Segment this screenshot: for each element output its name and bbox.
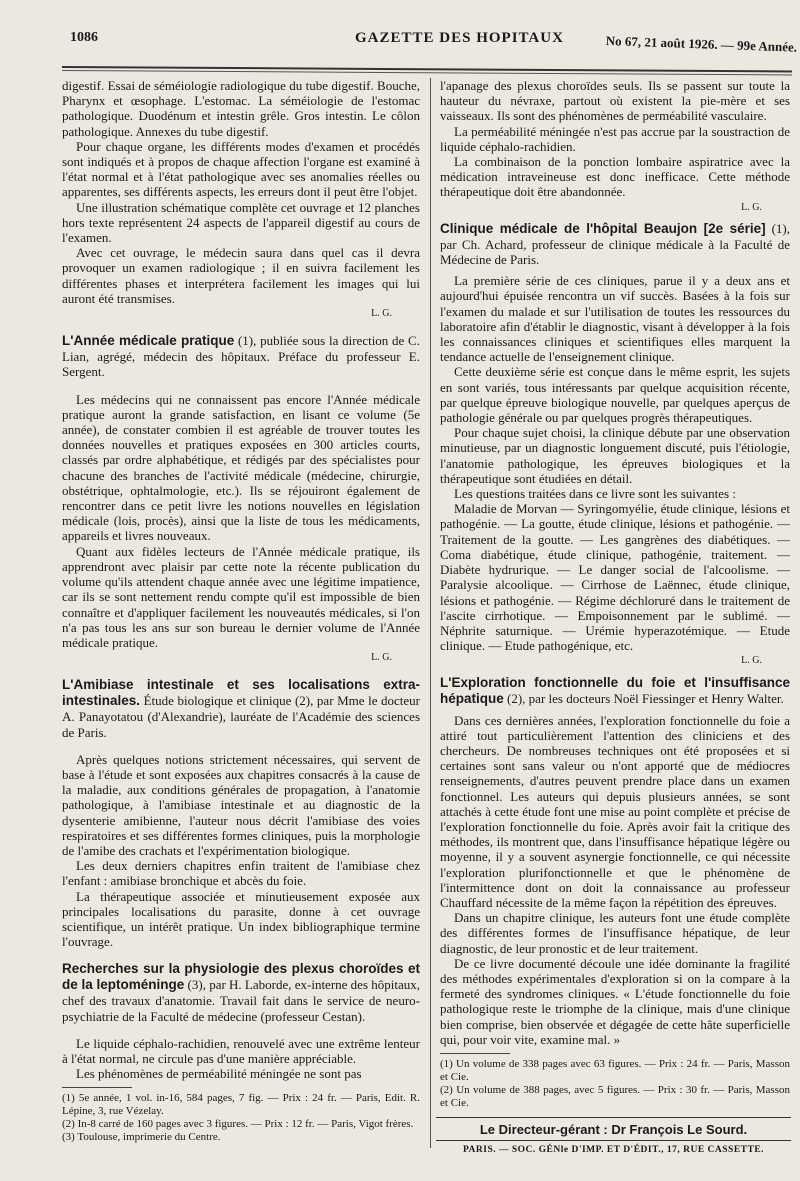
paragraph: Dans un chapitre clinique, les auteurs font une étude complète des différentes formes de l'insuffisance hépatique, de leur diagnostic, de leur pronostic et de leur traitement. xyxy=(440,910,790,956)
issue-info: No 67, 21 août 1926. — 99e Année. xyxy=(605,33,798,55)
footnote: (2) In-8 carré de 160 pages avec 3 figures. — Prix : 12 fr. — Paris, Vigot frères. xyxy=(62,1118,414,1131)
footnote: (3) Toulouse, imprimerie du Centre. xyxy=(62,1131,221,1144)
review-heading xyxy=(440,675,790,707)
paragraph: Après quelques notions strictement nécessaires, qui servent de base à l'étude et sont exposées aux chapitres consacrés à la cause de la maladie, aux conditions générales de propagation, à l'anatomie pathologique, à l'amibiase intestinale et au diagnostic de la dysenterie amibienne, l'auteur nous décrit l'amibiase des voies respiratoires et ses différentes formes cliniques, puis la morphologie de l'amibe des crachats et l'expérimentation biologique. xyxy=(62,751,420,858)
review-heading xyxy=(62,961,420,1023)
column-separator xyxy=(430,78,431,1148)
paragraph: La perméabilité méningée n'est pas accrue par la soustraction de liquide céphalo-rachidien. xyxy=(440,123,790,154)
footnote: (1) Un volume de 338 pages avec 63 figures. — Prix : 24 fr. — Paris, Masson et Cie. xyxy=(440,1057,790,1083)
signature: L. G. xyxy=(371,308,392,320)
review-title: Clinique médicale de l'hôpital Beaujon [2e série] xyxy=(440,220,766,236)
review-title: Recherches sur la physiologie des plexus choroïdes et de la leptoméninge xyxy=(62,961,420,993)
paragraph: l'apanage des plexus choroïdes seuls. Ils se passent sur toute la hauteur du névraxe, partout où existent la pie-mère et ses vaisseaux. Ils sont des phénomènes de perméabilité vasculaire. xyxy=(440,78,790,124)
footnote: (2) Un volume de 388 pages, avec 5 figures. — Prix : 30 fr. — Paris, Masson et Cie. xyxy=(440,1083,790,1109)
review-byline: (1), par Ch. Achard, professeur de clinique médicale à la Faculté de Médecine de Paris. xyxy=(440,220,790,268)
printer-line: PARIS. — SOC. GÉNle D'IMP. ET D'ÉDIT., 17, RUE CASSETTE. xyxy=(462,1145,765,1155)
paragraph: Avec cet ouvrage, le médecin saura dans quel cas il devra provoquer un examen radiologique ; il en suivra facilement les différentes phases et interprétera facilement les images qui lui auront été transmises. xyxy=(62,245,420,306)
paragraph: Pour chaque sujet choisi, la clinique débute par une observation minutieuse, par un diagnostic longuement discuté, puis l'étiologie, l'anatomie pathologique, les épreuves biologiques et la thérapeutique sont étudiées en détail. xyxy=(440,425,790,486)
paragraph: De ce livre documenté découle une idée dominante la fragilité des méthodes expérimentales d'exploration si on la compare à la fermeté des syndromes cliniques. « L'étude fonctionnelle du foie pathologique reste le triomphe de la clinique, mais d'une clinique bien comprise, bien observée et dégagée de cette hâte superficielle qui, pour voir vite, examine mal. » xyxy=(440,955,790,1047)
signature: L. G. xyxy=(741,655,762,667)
paragraph: Les deux derniers chapitres enfin traitent de l'amibiase chez l'enfant : amibiase bronchique et abcès du foie. xyxy=(62,858,420,889)
footnote-rule xyxy=(62,1087,132,1088)
review-byline: Étude biologique et clinique (2), par Mme le docteur A. Panayotatou (d'Alexandrie), lauréate de l'Académie des sciences de Paris. xyxy=(62,693,420,740)
right-column xyxy=(440,78,790,1110)
paragraph: Pour chaque organe, les différents modes d'examen et procédés sont indiqués et à propos de chaque affection l'organe est examiné à l'état normal et à l'état pathologique avec ses anomalies réelles ou apparentes, ses différents aspects, les erreurs dont il peut être l'objet. xyxy=(62,138,420,200)
director-line: Le Directeur-gérant : Dr François Le Sourd. xyxy=(479,1122,748,1137)
signature: L. G. xyxy=(741,201,762,213)
review-title: L'Année médicale pratique xyxy=(62,333,235,349)
director-rule-top xyxy=(436,1117,791,1118)
paragraph: Le liquide céphalo-rachidien, renouvelé avec une extrême lenteur à l'état normal, ne circule pas d'une manière appréciable. xyxy=(62,1035,420,1066)
journal-title: GAZETTE DES HOPITAUX xyxy=(355,30,564,46)
paragraph: La combinaison de la ponction lombaire aspiratrice avec la médication intraveineuse est donc inefficace. Cette méthode thérapeutique doit être abandonnée. xyxy=(440,154,790,200)
review-byline: (1), publiée sous la direction de C. Lian, agrégé, médecin des hôpitaux. Préface du professeur E. Sergent. xyxy=(62,333,420,380)
paragraph: Quant aux fidèles lecteurs de l'Année médicale pratique, ils apprendront avec plaisir par cette note la récente publication du volume qu'ils attendent chaque année avec une légitime impatience, car ils se sont nettement rendu compte qu'il est impossible de bien connaître et d'appliquer facilement les nouveautés médicales, si l'on n'a pas tous les ans sur son bureau le dernier volume de l'Année médicale pratique. xyxy=(62,543,420,650)
left-column xyxy=(62,78,420,1144)
page-number: 1086 xyxy=(70,30,98,45)
paragraph: Maladie de Morvan — Syringomyélie, étude clinique, lésions et pathogénie. — La goutte, étude clinique, lésions et pathogénie. — Traitement de la goutte. — Les gangrènes des diabétiques. — Coma diabétique, étude clinique, pathogénie, traitement. — Diabète hydrurique. — Le danger social de l'alcoolisme. — Paralysie alcoolique. — Cirrhose de Laënnec, étude clinique, lésions et pathogénie. — Régime déchloruré dans le traitement de l'ascite cirrhotique. — Empoisonnement par le sublimé. — Néphrite saturnique. — Urémie hyperazotémique. — Etude clinique. — Etude pathogénique, etc. xyxy=(440,501,790,654)
review-title: L'Amibiase intestinale et ses localisations extra-intestinales. xyxy=(62,677,420,709)
signature: L. G. xyxy=(371,652,392,664)
paragraph: Dans ces dernières années, l'exploration fonctionnelle du foie a attiré tout particulièrement l'attention des cliniciens et des chercheurs. De nombreuses techniques ont été proposées et si certaines sont sans valeur ou n'ont apporté que de médiocres renseignements, d'autres peuvent prendre place dans un examen fonctionnel. Les auteurs qui depuis plusieurs années, se sont attachés à cette étude font une mise au point complète et précise de l'exploration fonctionnelle du foie. Après avoir fait la critique des méthodes, ils montrent que, dans l'insuffisance hépatique légère ou moyenne, il y a souvent asynergie fonctionnelle, ce qui nécessite l'exploration plurifonctionnelle et que le phénomène de l'intermittence dont on doit la connaissance au professeur Chauffard nécessite de la même façon la répétition des épreuves. xyxy=(440,712,790,910)
review-heading xyxy=(62,333,420,379)
footnote-rule xyxy=(440,1053,510,1054)
review-heading xyxy=(440,221,790,267)
paragraph: digestif. Essai de séméiologie radiologique du tube digestif. Bouche, Pharynx et œsophage. L'estomac. La séméiologie de l'estomac pathologique. Duodénum et intestin grêle. Gros intestin. Le côlon pathologique. Annexes du tube digestif. xyxy=(62,78,420,139)
review-byline: (3), par H. Laborde, ex-interne des hôpitaux, chef des travaux d'anatomie. Travail fait dans le service de neuro-psychiatrie de la Faculté de médecine (professeur Cestan). xyxy=(62,977,421,1024)
page-header xyxy=(0,0,800,70)
paragraph: Les médecins qui ne connaissent pas encore l'Année médicale pratique auront la grande satisfaction, en lisant ce volume (5e année), de constater combien il est agréable de trouver toutes les données nouvelles et pratiques exposées en 300 articles courts, classés par ordre alphabétique, et rédigés par des spécialistes pour chacune des branches de l'activité médicale (médecine, chirurgie, obstétrique, ophtalmologie, etc.). Ils se réjouiront également de rencontrer dans ce petit livre les notions nouvelles en législation médicale (lois, procès), ainsi que la liste de tous les médicaments, appareils et livres nouveaux. xyxy=(62,391,420,544)
director-rule-bottom xyxy=(436,1140,791,1141)
review-heading xyxy=(62,677,420,739)
paragraph: Les phénomènes de perméabilité méningée ne sont pas xyxy=(76,1066,362,1082)
paragraph: Cette deuxième série est conçue dans le même esprit, les sujets en sont variés, tous intéressants par quelque acquisition récente, par quelque épreuve biologique nouvelle, par quelques aperçus de pathologie générale ou par quelques progrès thérapeutiques. xyxy=(440,364,790,426)
paragraph: Les questions traitées dans ce livre sont les suivantes : xyxy=(454,486,736,502)
paragraph: Une illustration schématique complète cet ouvrage et 12 planches hors texte représentent 24 aspects de l'appareil digestif au cours de l'examen. xyxy=(62,199,420,246)
footnote: (1) 5e année, 1 vol. in-16, 584 pages, 7 fig. — Prix : 24 fr. — Paris, Edit. R. Lépine, 3, rue Vézelay. xyxy=(62,1092,420,1118)
review-byline: (2), par les docteurs Noël Fiessinger et Henry Walter. xyxy=(503,690,784,706)
review-title: L'Exploration fonctionnelle du foie et l'insuffisance hépatique xyxy=(440,674,790,706)
paragraph: La thérapeutique associée et minutieusement exposée aux principales localisations du parasite, donne à cet ouvrage scientifique, un intérêt pratique. Un index bibliographique termine l'ouvrage. xyxy=(62,888,420,950)
paragraph: La première série de ces cliniques, parue il y a deux ans et aujourd'hui épuisée rencontra un vif succès. Basées à la fois sur l'examen du malade et sur l'utilisation de toutes les ressources du laboratoire afin d'établir le diagnostic, visant à développer à la fois les connaissances cliniques et scientifiques elles marquent la tendance actuelle de l'enseignement clinique. xyxy=(440,273,790,365)
